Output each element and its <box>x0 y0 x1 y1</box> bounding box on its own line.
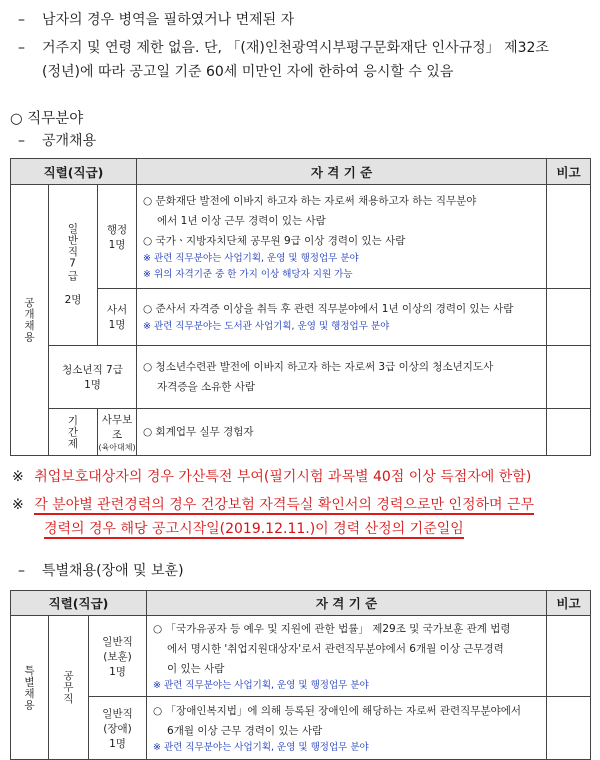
subsection-title: 특별채용(장애 및 보훈) <box>42 563 184 579</box>
subsection-title: 공개채용 <box>42 133 97 149</box>
open-recruitment-table <box>10 158 591 456</box>
group-label: 특별채용 <box>23 664 35 711</box>
header-note: 비고 <box>547 159 591 185</box>
footnote-career-proof <box>12 494 534 514</box>
criteria-note: ※ 관련 직무분야는 사업기획, 운영 및 행정업무 분야 <box>143 252 359 264</box>
rank-general-7 <box>49 185 98 346</box>
position-veteran <box>89 616 147 697</box>
criteria-item <box>153 659 542 679</box>
subsection-special-recruitment <box>18 560 184 580</box>
circle-bullet-icon: ○ <box>143 426 153 438</box>
dash-marker: – <box>18 133 25 149</box>
criteria-veteran <box>147 616 547 697</box>
footnote-veteran-bonus <box>12 466 531 486</box>
criteria-text: 에서 명시한 '취업지원대상자'로서 관련직무분야에서 6개월 이상 근무경력 <box>167 643 504 655</box>
criteria-item <box>153 619 542 639</box>
note-cell <box>547 185 591 289</box>
group-special-recruitment <box>11 616 49 760</box>
criteria-text: 「장애인복지법」에 의해 등록된 장애인에 해당하는 자로써 관련직무분야에서 <box>165 705 522 717</box>
criteria-text: 자격증을 소유한 사람 <box>157 381 255 393</box>
requirement-text: 남자의 경우 병역을 필하였거나 면제된 자 <box>42 12 295 28</box>
circle-bullet-icon: ○ <box>143 234 153 247</box>
rank-fixed-term <box>49 409 98 456</box>
footnote-career-date <box>44 518 464 538</box>
position-count: 1명 <box>108 319 126 331</box>
criteria-item <box>143 357 542 377</box>
note-cell <box>547 289 591 346</box>
criteria-text: 이 있는 사람 <box>167 663 225 675</box>
criteria-librarian <box>137 289 547 346</box>
position-admin <box>98 185 137 289</box>
note-cell <box>547 409 591 456</box>
special-recruitment-table <box>10 590 591 760</box>
position-sub-note: (육아대체) <box>98 442 136 452</box>
note-cell <box>547 346 591 409</box>
criteria-text: 에서 1년 이상 근무 경력이 있는 사람 <box>157 214 326 227</box>
circle-bullet-icon: ○ <box>153 705 163 717</box>
criteria-youth <box>137 346 547 409</box>
requirement-line-military <box>18 9 294 29</box>
criteria-text: 회계업무 실무 경험자 <box>155 426 254 438</box>
requirement-line-residence <box>18 37 549 57</box>
criteria-disabled <box>147 697 547 760</box>
section-title-text: 직무분야 <box>27 111 84 127</box>
circle-bullet-icon: ○ <box>10 111 23 127</box>
criteria-text: 국가ㆍ지방자치단체 공무원 9급 이상 경력이 있는 사람 <box>155 234 406 247</box>
subsection-open-recruitment <box>18 130 96 150</box>
section-title <box>10 107 83 128</box>
criteria-item <box>143 377 542 397</box>
rank-count: 2명 <box>64 294 82 306</box>
header-criteria: 자 격 기 준 <box>137 159 547 185</box>
requirement-text: 거주지 및 연령 제한 없음. 단, 「(재)인천광역시부평구문화재단 인사규정」 제32조 <box>42 40 549 56</box>
criteria-item <box>153 639 542 659</box>
criteria-note: ※ 위의 자격기준 중 한 가지 이상 해당자 지원 가능 <box>143 268 353 280</box>
position-sub: (장애) <box>103 722 132 735</box>
rank-title: 기간제 <box>66 414 79 450</box>
position-count: 1명 <box>109 665 126 678</box>
position-librarian <box>98 289 137 346</box>
requirement-text: (정년)에 따라 공고일 기준 60세 미만인 자에 한하여 응시할 수 있음 <box>42 64 454 80</box>
criteria-item <box>153 721 542 741</box>
criteria-note: ※ 관련 직무분야는 도서관 사업기획, 운영 및 행정업무 분야 <box>143 321 390 332</box>
position-title: 사무보조 <box>101 413 133 441</box>
criteria-item <box>153 701 542 721</box>
rank-count: 1명 <box>84 379 101 391</box>
footnote-text: 각 분야별 관련경력의 경우 건강보험 자격득실 확인서의 경력으로만 인정하며 근무 <box>34 497 535 513</box>
criteria-text: 준사서 자격증 이상을 취득 후 관련 직무분야에서 1년 이상의 경력이 있는 사람 <box>155 303 514 315</box>
rank-title: 일반직7급 <box>66 223 79 282</box>
dash-marker: – <box>18 12 25 28</box>
circle-bullet-icon: ○ <box>143 303 153 315</box>
footnote-text: 취업보호대상자의 경우 가산특전 부여(필기시험 과목별 40점 이상 득점자에 한함) <box>34 469 532 485</box>
position-title: 행정 <box>106 223 128 236</box>
header-note: 비고 <box>547 591 591 616</box>
requirement-line-age <box>42 61 453 81</box>
dash-marker: – <box>18 563 25 579</box>
position-office-assistant <box>98 409 137 456</box>
criteria-item <box>143 231 542 251</box>
position-count: 1명 <box>109 737 126 750</box>
criteria-admin <box>137 185 547 289</box>
criteria-item <box>143 422 542 442</box>
criteria-item <box>143 191 542 211</box>
position-title: 사서 <box>106 304 128 316</box>
dash-marker: – <box>18 40 25 56</box>
note-cell <box>547 697 591 760</box>
criteria-note: ※ 관련 직무분야는 사업기획, 운영 및 행정업무 분야 <box>153 680 369 691</box>
rank-youth-7 <box>49 346 137 409</box>
criteria-note: ※ 관련 직무분야는 사업기획, 운영 및 행정업무 분야 <box>153 742 369 753</box>
position-count: 1명 <box>108 238 126 251</box>
footnote-text: 경력의 경우 해당 공고시작일(2019.12.11.)이 경력 산정의 기준일임 <box>44 521 464 537</box>
criteria-office-assistant <box>137 409 547 456</box>
rank-title: 공무직 <box>62 670 74 705</box>
criteria-text: 「국가유공자 등 예우 및 지원에 관한 법률」 제29조 및 국가보훈 관계 법령 <box>165 623 511 635</box>
header-criteria: 자 격 기 준 <box>147 591 547 616</box>
reference-mark: ※ <box>12 497 24 513</box>
reference-mark: ※ <box>12 469 24 485</box>
criteria-item <box>143 299 542 319</box>
criteria-item <box>143 211 542 231</box>
circle-bullet-icon: ○ <box>143 361 153 373</box>
circle-bullet-icon: ○ <box>143 194 153 207</box>
group-open-recruitment <box>11 185 49 456</box>
position-disabled <box>89 697 147 760</box>
rank-public-service <box>49 616 89 760</box>
header-rank: 직렬(직급) <box>11 159 137 185</box>
note-cell <box>547 616 591 697</box>
header-rank: 직렬(직급) <box>11 591 147 616</box>
position-sub: (보훈) <box>103 650 132 663</box>
position-title: 일반직 <box>102 635 133 648</box>
position-title: 일반직 <box>102 707 133 720</box>
rank-title: 청소년직 7급 <box>62 364 123 376</box>
criteria-text: 6개월 이상 근무 경력이 있는 사람 <box>167 725 323 737</box>
group-label: 공개채용 <box>23 297 35 343</box>
criteria-text: 청소년수련관 발전에 이바지 하고자 하는 자로써 3급 이상의 청소년지도사 <box>155 361 494 373</box>
criteria-text: 문화재단 발전에 이바지 하고자 하는 자로써 채용하고자 하는 직무분야 <box>155 194 477 207</box>
circle-bullet-icon: ○ <box>153 623 163 635</box>
